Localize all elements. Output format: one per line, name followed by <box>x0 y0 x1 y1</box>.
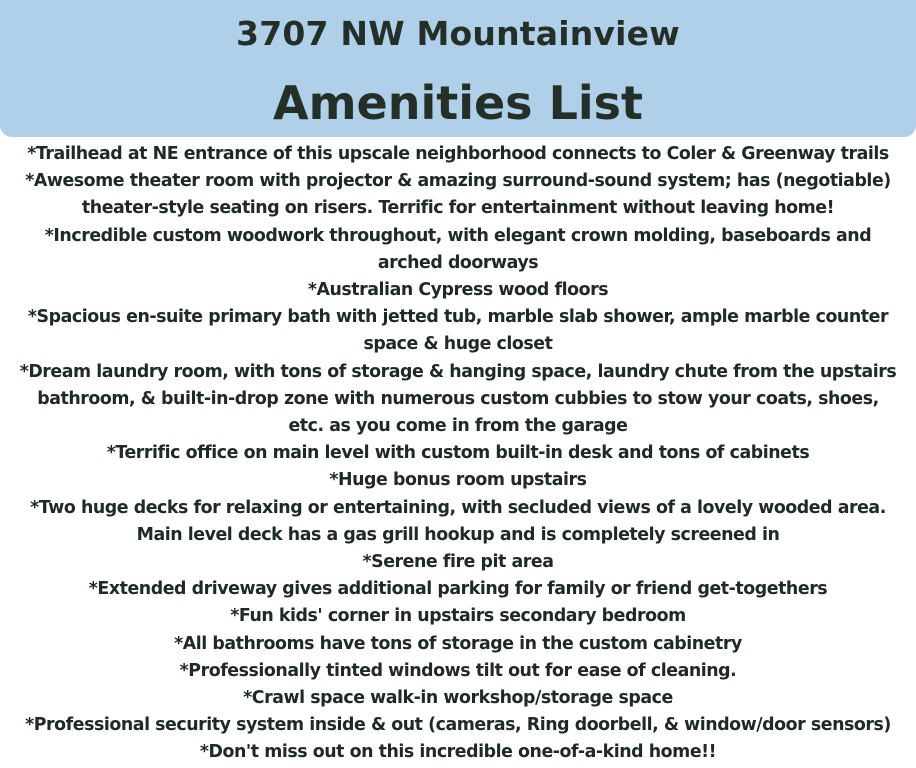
list-line: *Terrific office on main level with custom built-in desk and tons of cabinets <box>106 443 810 464</box>
amenities-list <box>0 141 916 767</box>
list-line: space & huge closet <box>363 334 553 355</box>
list-line: theater-style seating on risers. Terrific for entertainment without leaving home! <box>81 198 835 219</box>
list-line: *All bathrooms have tons of storage in the custom cabinetry <box>174 633 742 654</box>
list-line: bathroom, & built-in-drop zone with numerous custom cubbies to stow your coats, shoes, <box>37 388 879 409</box>
property-address: 3707 NW Mountainview <box>236 14 680 53</box>
list-line: *Extended driveway gives additional parking for family or friend get-togethers <box>88 579 828 600</box>
list-line: *Spacious en-suite primary bath with jetted tub, marble slab shower, ample marble counter <box>27 307 889 328</box>
list-line: *Professional security system inside & out (cameras, Ring doorbell, & window/door sensors) <box>25 715 891 736</box>
list-line: *Professionally tinted windows tilt out for ease of cleaning. <box>179 660 737 681</box>
page-title: Amenities List <box>272 76 644 130</box>
list-line: *Huge bonus room upstairs <box>329 470 587 491</box>
list-line: *Dream laundry room, with tons of storage & hanging space, laundry chute from the upstairs <box>19 361 897 382</box>
list-line: *Awesome theater room with projector & amazing surround-sound system; has (negotiable) <box>25 171 891 192</box>
list-line: *Fun kids' corner in upstairs secondary bedroom <box>230 606 686 627</box>
header-banner <box>0 0 916 137</box>
list-line: etc. as you come in from the garage <box>288 416 628 437</box>
list-line: *Trailhead at NE entrance of this upscale neighborhood connects to Coler & Greenway trails <box>27 144 889 164</box>
list-line: *Don't miss out on this incredible one-of-a-kind home!! <box>199 742 717 763</box>
list-line: *Two huge decks for relaxing or entertaining, with secluded views of a lovely wooded area. <box>30 497 886 518</box>
list-line: *Incredible custom woodwork throughout, with elegant crown molding, baseboards and <box>44 225 872 246</box>
list-line: *Serene fire pit area <box>362 552 554 573</box>
list-line: Main level deck has a gas grill hookup and is completely screened in <box>136 524 780 545</box>
list-line: *Australian Cypress wood floors <box>307 280 609 301</box>
list-line: *Crawl space walk-in workshop/storage space <box>243 688 673 709</box>
list-line: arched doorways <box>377 252 539 273</box>
